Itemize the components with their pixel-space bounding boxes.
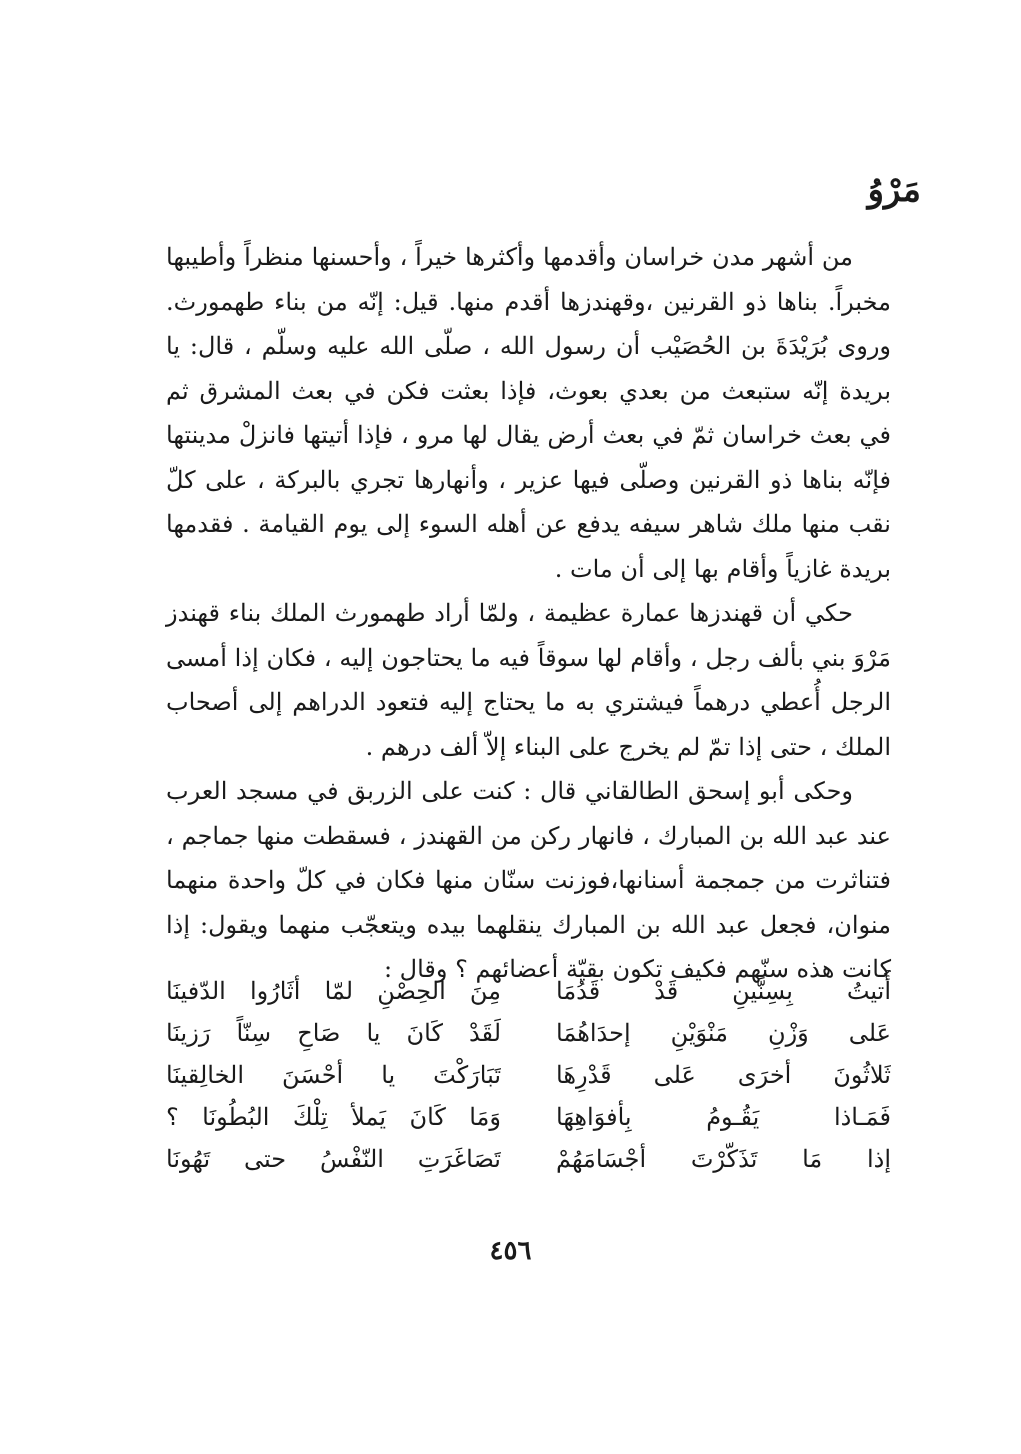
paragraph: وحكى أبو إسحق الطالقاني قال : كنت على الزربق في مسجد العرب عند عبد الله بن المبارك ، فانهار ركن من القهندز ، فسقطت منها جماجم ، فتناثرت من جمجمة أسنانها،فوزنت سنّان منها فكان في كلّ واحدة منهما منوان، فجعل عبد الله بن المبارك ينقلهما بيده ويتعجّب منهما ويقول: إذا كانت هذه سنّهم فكيف تكون بقيّة أعضائهم ؟ وقال : xyxy=(166,777,891,983)
poem-verse xyxy=(166,1138,891,1180)
first-hemistich: إذا مَا تَذَكّرْتَ أجْسَامَهُمْ xyxy=(556,1145,891,1173)
entry-heading: مَرْوُ xyxy=(867,170,921,210)
second-hemistich: تَبَارَكْتَ يا أحْسَنَ الخالِقينَا xyxy=(166,1061,501,1089)
first-hemistich: عَلى وَزْنِ مَنْوَيْنِ إحدَاهُمَا xyxy=(556,1019,891,1047)
poem xyxy=(166,970,891,1180)
second-hemistich: مِنَ الحِصْنِ لمّا أثَارُوا الدّفينَا xyxy=(166,977,501,1005)
poem-verse xyxy=(166,1096,891,1138)
second-hemistich: وَمَا كَانَ يَملأ تِلْكَ البُطُونَا ؟ xyxy=(166,1103,501,1131)
page-number: ٤٥٦ xyxy=(489,1236,532,1266)
paragraph: من أشهر مدن خراسان وأقدمها وأكثرها خيراً ، وأحسنها منظراً وأطيبها مخبراً. بناها ذو القرنين ،وقهندزها أقدم منها. قيل: إنّه من بناء طهمورث. وروى بُرَيْدَةَ بن الحُصَيْب أن رسول الله ، صلّى الله عليه وسلّم ، قال: يا بريدة إنّه ستبعث من بعدي بعوث، فإذا بعثت فكن في بعث المشرق ثم في بعث خراسان ثمّ في بعث أرض يقال لها مرو ، فإذا أتيتها فانزلْ مدينتها فإنّه بناها ذو القرنين وصلّى فيها عزير ، وأنهارها تجري بالبركة ، على كلّ نقب منها ملك شاهر سيفه يدفع عن أهله السوء إلى يوم القيامة . فقدمها بريدة غازياً وأقام بها إلى أن مات . xyxy=(166,243,891,583)
poem-verse xyxy=(166,970,891,1012)
paragraph: حكي أن قهندزها عمارة عظيمة ، ولمّا أراد طهمورث الملك بناء قهندز مَرْوَ بني بألف رجل ، وأقام لها سوقاً فيه ما يحتاجون إليه ، فكان إذا أمسى الرجل أُعطي درهماً فيشتري به ما يحتاج إليه فتعود الدراهم إلى أصحاب الملك ، حتى إذا تمّ لم يخرج على البناء إلاّ ألف درهم . xyxy=(166,599,891,761)
first-hemistich: فَمَـاذا يَقُـومُ بِأفوَاهِهَا xyxy=(556,1103,891,1131)
entry-body xyxy=(166,235,891,992)
poem-verse xyxy=(166,1054,891,1096)
poem-verse xyxy=(166,1012,891,1054)
first-hemistich: أُتيتُ بِسِنَّينِ قَدْ قَدُمَا xyxy=(556,977,891,1005)
second-hemistich: تَصَاغَرَتِ النّفْسُ حتى تَهُونَا xyxy=(166,1145,501,1173)
first-hemistich: ثَلاثُونَ أخرَى عَلى قَدْرِهَا xyxy=(556,1061,891,1089)
second-hemistich: لَقَدْ كَانَ يا صَاحِ سِنّاً رَزينَا xyxy=(166,1019,501,1047)
